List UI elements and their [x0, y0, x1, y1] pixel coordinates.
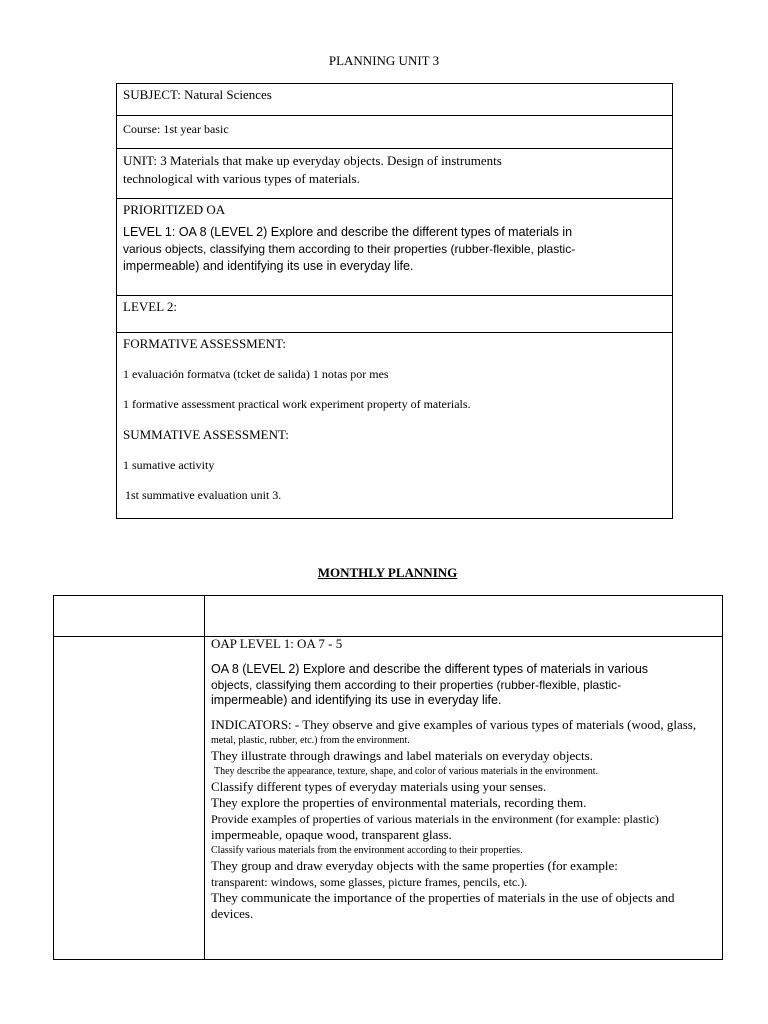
monthly-planning-table [53, 595, 723, 960]
planning-table [116, 83, 673, 519]
level2-row [117, 296, 673, 333]
indicator-line-5: Classify different types of everyday materials using your senses. [211, 779, 547, 794]
level1-line-2: various objects, classifying them according to their properties (rubber-flexible, plastic- [123, 242, 576, 256]
indicator-line-6: They explore the properties of environmental materials, recording them. [211, 795, 587, 810]
course-text: Course: 1st year basic [123, 122, 229, 136]
course-cell [117, 116, 673, 149]
oap-line: OAP LEVEL 1: OA 7 - 5 [211, 636, 343, 651]
page-title: PLANNING UNIT 3 [328, 53, 440, 68]
monthly-body-left-cell [54, 637, 205, 960]
indicator-line-9: Classify various materials from the environment according to their properties. [211, 845, 523, 856]
unit-cell [117, 149, 673, 199]
prioritized-row [117, 199, 673, 296]
indicator-line-3: They illustrate through drawings and label materials on everyday objects. [211, 748, 593, 763]
course-row [117, 116, 673, 149]
assessment-row [117, 333, 673, 519]
level2-label: LEVEL 2: [123, 299, 178, 314]
assessment-cell [117, 333, 673, 519]
indicator-line-8: impermeable, opaque wood, transparent glass. [211, 827, 452, 842]
indicator-line-4: They describe the appearance, texture, shape, and color of various materials in the environment. [214, 766, 599, 777]
monthly-body-row [54, 637, 723, 960]
summative-heading: SUMMATIVE ASSESSMENT: [123, 427, 289, 442]
summative-item-1: 1 sumative activity [123, 458, 215, 472]
indicator-line-10: They group and draw everyday objects with the same properties (for example: [211, 858, 618, 873]
subject-label: SUBJECT: [123, 87, 181, 102]
level2-cell [117, 296, 673, 333]
oa8-line-3: impermeable) and identifying its use in everyday life. [211, 693, 502, 707]
oa8-line-1: OA 8 (LEVEL 2) Explore and describe the different types of materials in various [211, 662, 649, 676]
indicator-line-7: Provide examples of properties of various materials in the environment (for example: plastic) [211, 812, 659, 826]
subject-row [117, 84, 673, 116]
indicator-line-1: INDICATORS: - They observe and give examples of various types of materials (wood, glass, [211, 717, 697, 732]
indicator-line-2: metal, plastic, rubber, etc.) from the environment. [211, 735, 410, 746]
level1-line-1: LEVEL 1: OA 8 (LEVEL 2) Explore and describe the different types of materials in [123, 225, 573, 239]
indicator-line-12: They communicate the importance of the properties of materials in the use of objects and [211, 890, 675, 905]
subject-value: Natural Sciences [180, 87, 272, 102]
indicator-line-13: devices. [211, 906, 254, 921]
monthly-header-left-cell [54, 596, 205, 637]
oa8-line-2: objects, classifying them according to their properties (rubber-flexible, plastic- [211, 678, 622, 692]
prioritized-heading: PRIORITIZED OA [123, 202, 226, 217]
unit-line-2: technological with various types of materials. [123, 171, 360, 186]
indicator-line-11: transparent: windows, some glasses, picture frames, pencils, etc.). [211, 875, 528, 889]
formative-heading: FORMATIVE ASSESSMENT: [123, 336, 286, 351]
monthly-header-right-cell [205, 596, 723, 637]
prioritized-cell [117, 199, 673, 296]
level1-line-3: impermeable) and identifying its use in everyday life. [123, 259, 414, 273]
unit-line-1: UNIT: 3 Materials that make up everyday objects. Design of instruments [123, 153, 502, 168]
formative-item-2: 1 formative assessment practical work experiment property of materials. [123, 397, 471, 411]
monthly-header-row [54, 596, 723, 637]
monthly-planning-heading: MONTHLY PLANNING [317, 565, 458, 580]
monthly-body-right-cell [205, 637, 723, 960]
formative-item-1: 1 evaluación formatva (tcket de salida) 1 notas por mes [123, 367, 389, 381]
unit-row [117, 149, 673, 199]
subject-cell [117, 84, 673, 116]
summative-item-2: 1st summative evaluation unit 3. [125, 488, 282, 502]
